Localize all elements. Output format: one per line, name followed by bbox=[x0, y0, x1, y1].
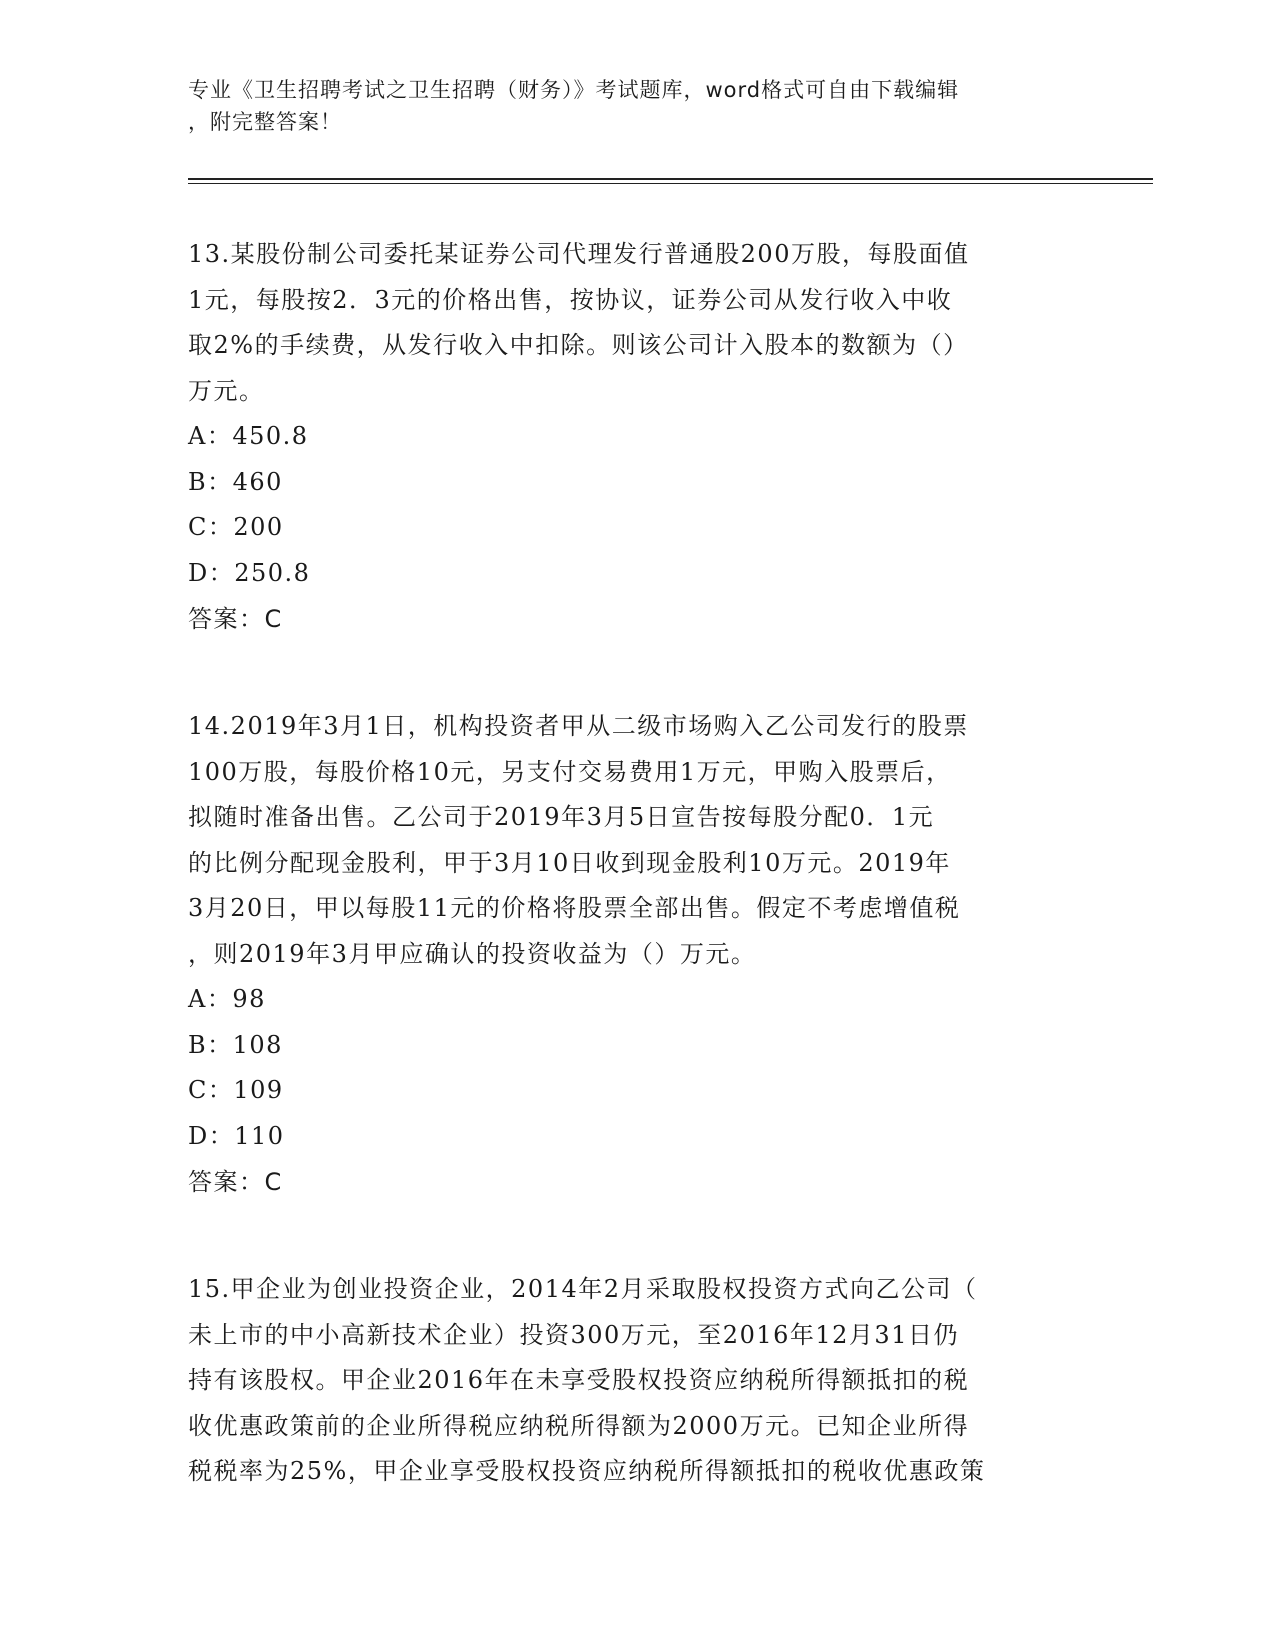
question-14 bbox=[188, 704, 1088, 1205]
stem-line: ，则2019年3月甲应确认的投资收益为（）万元。 bbox=[188, 939, 757, 968]
option-b: B：460 bbox=[188, 467, 283, 496]
option-c: C：109 bbox=[188, 1076, 284, 1104]
stem-line: 持有该股权。甲企业2016年在未享受股权投资应纳税所得额抵扣的税 bbox=[188, 1366, 970, 1394]
stem-line: 15.甲企业为创业投资企业，2014年2月采取股权投资方式向乙公司（ bbox=[188, 1275, 978, 1303]
stem-line: 未上市的中小高新技术企业）投资300万元，至2016年12月31日仍 bbox=[188, 1320, 959, 1349]
stem-line: 13.某股份制公司委托某证券公司代理发行普通股200万股，每股面值 bbox=[188, 240, 970, 268]
option-b: B：108 bbox=[188, 1030, 283, 1059]
question-stem bbox=[188, 232, 1088, 414]
stem-line: 拟随时准备出售。乙公司于2019年3月5日宣告按每股分配0．1元 bbox=[188, 803, 935, 831]
option-c: C：200 bbox=[188, 513, 284, 541]
question-list bbox=[188, 232, 1088, 1557]
stem-line: 100万股，每股价格10元，另支付交易费用1万元，甲购入股票后， bbox=[188, 757, 952, 786]
stem-line: 取2%的手续费，从发行收入中扣除。则该公司计入股本的数额为（） bbox=[188, 331, 969, 359]
question-stem bbox=[188, 1267, 1088, 1495]
stem-line: 万元。 bbox=[188, 376, 265, 405]
header-line-1: 专业《卫生招聘考试之卫生招聘（财务）》考试题库，word格式可自由下载编辑 bbox=[188, 78, 960, 102]
answer-line: 答案：C bbox=[188, 1168, 283, 1196]
stem-line: 3月20日，甲以每股11元的价格将股票全部出售。假定不考虑增值税 bbox=[188, 894, 961, 922]
option-d: D：250.8 bbox=[188, 558, 311, 587]
stem-line: 税税率为25%，甲企业享受股权投资应纳税所得额抵扣的税收优惠政策 bbox=[188, 1457, 986, 1485]
header-divider-thin bbox=[188, 183, 1153, 184]
option-a: A：98 bbox=[188, 985, 266, 1013]
stem-line: 的比例分配现金股利，甲于3月10日收到现金股利10万元。2019年 bbox=[188, 848, 951, 877]
page-header bbox=[188, 74, 1078, 138]
option-a: A：450.8 bbox=[188, 422, 309, 450]
answer-line: 答案：C bbox=[188, 605, 283, 633]
header-divider-thick bbox=[188, 178, 1153, 180]
option-d: D：110 bbox=[188, 1121, 285, 1150]
stem-line: 收优惠政策前的企业所得税应纳税所得额为2000万元。已知企业所得 bbox=[188, 1411, 970, 1440]
stem-line: 1元，每股按2．3元的价格出售，按协议，证券公司从发行收入中收 bbox=[188, 285, 953, 314]
question-15 bbox=[188, 1267, 1088, 1495]
question-stem bbox=[188, 704, 1088, 977]
stem-line: 14.2019年3月1日，机构投资者甲从二级市场购入乙公司发行的股票 bbox=[188, 712, 969, 740]
header-line-2: ，附完整答案！ bbox=[188, 110, 342, 134]
question-13 bbox=[188, 232, 1088, 642]
